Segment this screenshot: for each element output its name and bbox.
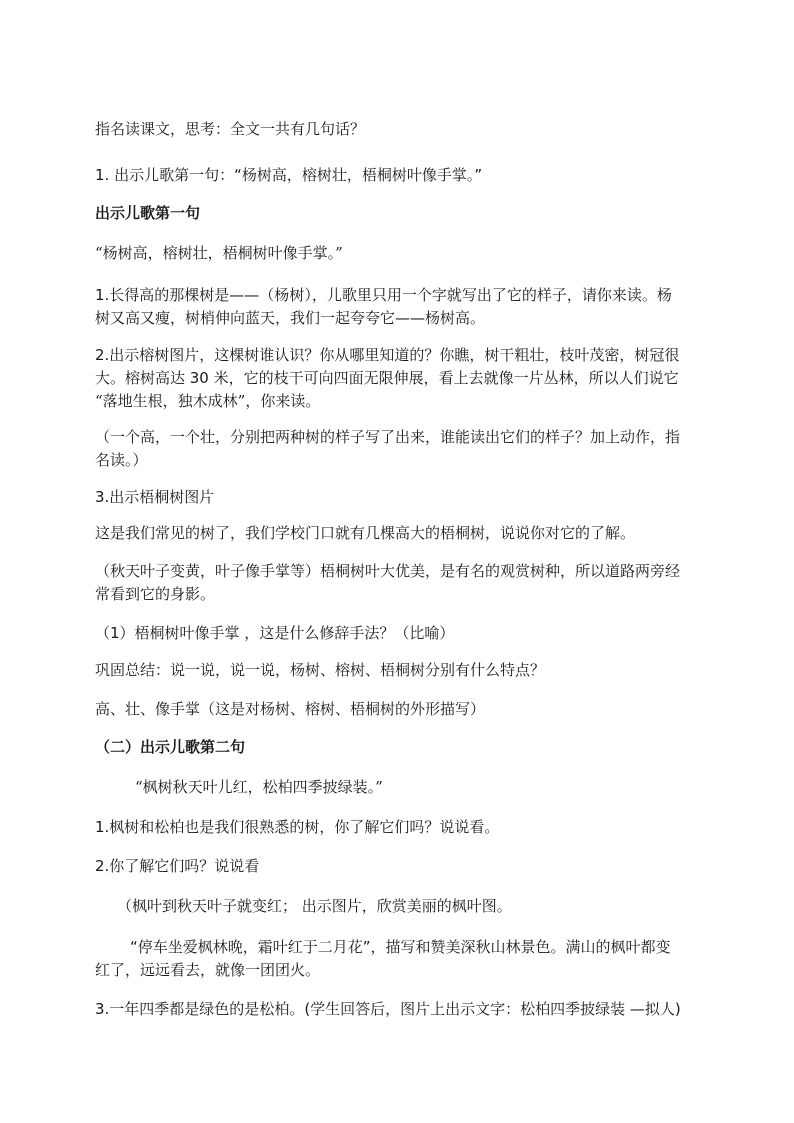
paragraph-maple-picture: （枫叶到秋天叶子就变红； 出示图片，欣赏美丽的枫叶图。 (117, 897, 512, 915)
paragraph-poem-line1: “停车坐爱枫林晚，霜叶红于二月花”，描写和赞美深秋山林景色。满山的枫叶都变 (130, 938, 671, 956)
paragraph-poplar-line1: 1.长得高的那棵树是——（杨树），儿歌里只用一个字就写出了它的样子，请你来读。杨 (95, 286, 672, 304)
section-heading-second-sentence: （二）出示儿歌第二句 (95, 738, 246, 756)
paragraph-maple-pine: 1.枫树和松柏也是我们很熟悉的树，你了解它们吗？说说看。 (95, 818, 500, 836)
quote-second-sentence: “枫树秋天叶儿红，松柏四季披绿装。” (135, 778, 383, 796)
paragraph-features: 高、壮、像手掌（这是对杨树、榕树、梧桐树的外形描写） (95, 700, 486, 718)
quote-first-sentence: “杨树高，榕树壮，梧桐树叶像手掌。” (95, 244, 343, 262)
paragraph-compare-line1: （一个高，一个壮，分别把两种树的样子写了出来，谁能读出它们的样子？加上动作，指 (95, 428, 681, 446)
paragraph-wutong-line2: 常看到它的身影。 (95, 585, 216, 603)
paragraph-banyan-line1: 2.出示榕树图片，这棵树谁认识？你从哪里知道的？你瞧，树干粗壮，枝叶茂密，树冠很 (95, 346, 680, 364)
paragraph-poplar-line2: 树又高又瘦，树梢伸向蓝天，我们一起夸夸它——杨树高。 (95, 309, 486, 327)
paragraph-question: 指名读课文，思考：全文一共有几句话？ (95, 120, 366, 138)
paragraph-step-3: 3.出示梧桐树图片 (95, 488, 215, 506)
paragraph-wutong-intro: 这是我们常见的树了，我们学校门口就有几棵高大的梧桐树，说说你对它的了解。 (95, 524, 636, 542)
paragraph-poem-line2: 红了，远远看去，就像一团团火。 (95, 961, 321, 979)
paragraph-compare-line2: 名读。） (95, 451, 148, 469)
paragraph-wutong-line1: （秋天叶子变黄，叶子像手掌等）梧桐树叶大优美，是有名的观赏树种，所以道路两旁经 (95, 562, 681, 580)
paragraph-banyan-line2: 大。榕树高达 30 米，它的枝干可向四面无限伸展，看上去就像一片丛林，所以人们说它 (95, 369, 679, 387)
paragraph-summary: 巩固总结：说一说，说一说，杨树、榕树、梧桐树分别有什么特点？ (95, 661, 546, 679)
paragraph-pine-evergreen: 3.一年四季都是绿色的是松柏。(学生回答后，图片上出示文字：松柏四季披绿装 —拟人) (95, 1000, 681, 1018)
paragraph-banyan-line3: “落地生根，独木成林”，你来读。 (95, 392, 321, 410)
section-heading-first-sentence: 出示儿歌第一句 (95, 204, 201, 222)
paragraph-step-1: 1. 出示儿歌第一句：“杨树高，榕树壮，梧桐树叶像手掌。” (95, 166, 483, 184)
paragraph-rhetoric: （1）梧桐树叶像手掌 ，这是什么修辞手法？（比喻） (95, 624, 455, 642)
paragraph-know-them: 2.你了解它们吗？说说看 (95, 857, 260, 875)
